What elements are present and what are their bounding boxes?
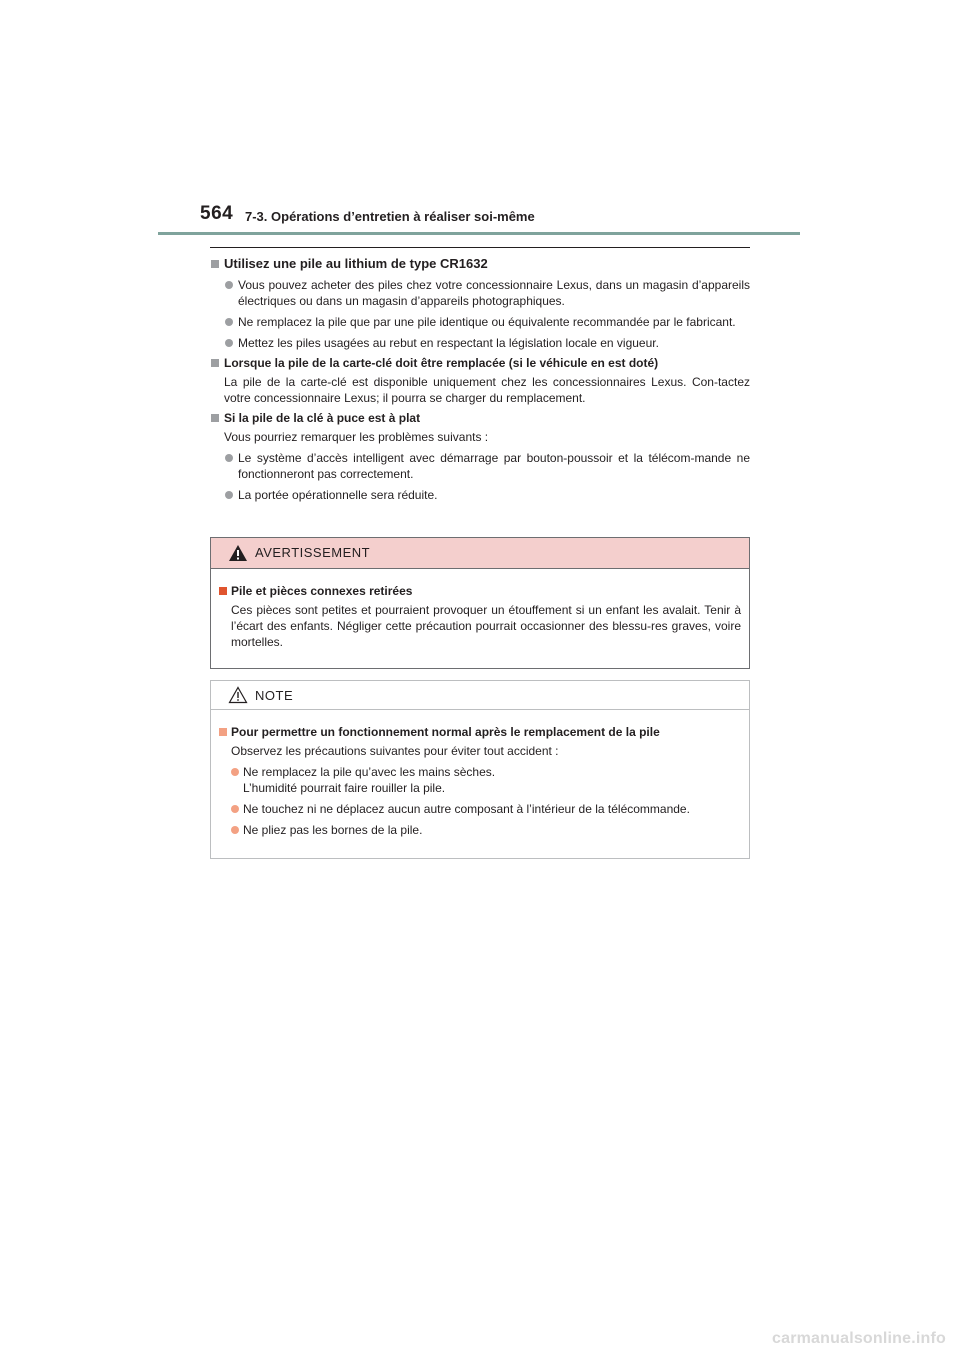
warning-body: [211, 569, 749, 650]
warning-triangle-icon: [228, 544, 248, 562]
list-item-text: Le système d’accès intelligent avec démarrage par bouton-poussoir et la télécom-mande ne fonctionneront pas correctement.: [238, 451, 750, 481]
list-item: [210, 335, 750, 351]
caution-triangle-icon: [228, 686, 248, 704]
note-body: [211, 710, 749, 838]
warning-text: Ces pièces sont petites et pourraient provoquer un étouffement si un enfant les avalait. Tenir à l’écart des enfants. Négliger cette précaution pourrait occasionner des blessu-res graves, voire mortelles.: [231, 603, 741, 649]
note-list-item-text: L’humidité pourrait faire rouiller la pile.: [243, 781, 446, 795]
note-list-item-text: Ne pliez pas les bornes de la pile.: [243, 823, 423, 837]
round-bullet-icon: [225, 454, 233, 462]
chapter-title: 7-3. Opérations d’entretien à réaliser soi-même: [245, 209, 535, 224]
list-item: [210, 277, 750, 309]
list-item-text: Mettez les piles usagées au rebut en respectant la législation locale en vigueur.: [238, 336, 659, 350]
list-item: [210, 487, 750, 503]
section-heading-flat-battery: [210, 410, 750, 426]
page-number: 564: [200, 203, 234, 224]
note-list-item: [219, 764, 741, 796]
page-header: [0, 0, 960, 240]
round-bullet-icon: [225, 318, 233, 326]
round-bullet-icon: [231, 768, 239, 776]
square-bullet-icon: [211, 260, 219, 268]
section-paragraph: Vous pourriez remarquer les problèmes suivants :: [224, 430, 489, 444]
header-rule: [158, 232, 800, 235]
round-bullet-icon: [225, 491, 233, 499]
note-header: [211, 681, 749, 710]
square-bullet-icon: [219, 728, 227, 736]
watermark: carmanualsonline.info: [772, 1330, 947, 1347]
note-list-item-text: Ne remplacez la pile qu’avec les mains sèches.: [243, 765, 496, 779]
note-list-item: [219, 801, 741, 817]
section-heading-text: Utilisez une pile au lithium de type CR1632: [224, 256, 488, 271]
warning-heading-text: Pile et pièces connexes retirées: [231, 584, 413, 598]
main-content: [210, 256, 750, 503]
list-item-text: La portée opérationnelle sera réduite.: [238, 488, 438, 502]
round-bullet-icon: [231, 826, 239, 834]
note-intro: Observez les précautions suivantes pour éviter tout accident :: [231, 744, 559, 758]
warning-box: [210, 537, 750, 669]
content-divider: [210, 247, 750, 248]
warning-heading: [219, 583, 741, 599]
note-list-item-text: Ne touchez ni ne déplacez aucun autre composant à l’intérieur de la télécommande.: [243, 802, 690, 816]
square-bullet-icon: [219, 587, 227, 595]
section-paragraph: La pile de la carte-clé est disponible uniquement chez les concessionnaires Lexus. Con-tactez votre concessionnaire Lexus; il pourra se charger du remplacement.: [224, 375, 750, 405]
note-heading: [219, 724, 741, 740]
note-box: [210, 680, 750, 859]
round-bullet-icon: [231, 805, 239, 813]
list-item-text: Ne remplacez la pile que par une pile identique ou équivalente recommandée par le fabricant.: [238, 315, 736, 329]
note-heading-text: Pour permettre un fonctionnement normal après le remplacement de la pile: [231, 725, 660, 739]
list-item-text: Vous pouvez acheter des piles chez votre concessionnaire Lexus, dans un magasin d’appareils électriques ou dans un magasin d’appareils photographiques.: [238, 278, 750, 308]
warning-title: AVERTISSEMENT: [255, 545, 371, 560]
section-heading-battery-type: [210, 256, 750, 272]
warning-header: [211, 538, 749, 569]
square-bullet-icon: [211, 359, 219, 367]
square-bullet-icon: [211, 414, 219, 422]
note-title: NOTE: [255, 688, 294, 703]
section-heading-card-key: [210, 355, 750, 371]
section-heading-text: Lorsque la pile de la carte-clé doit être remplacée (si le véhicule en est doté): [224, 356, 659, 370]
list-item: [210, 450, 750, 482]
list-item: [210, 314, 750, 330]
section-heading-text: Si la pile de la clé à puce est à plat: [224, 411, 421, 425]
note-list-item: [219, 822, 741, 838]
round-bullet-icon: [225, 281, 233, 289]
round-bullet-icon: [225, 339, 233, 347]
